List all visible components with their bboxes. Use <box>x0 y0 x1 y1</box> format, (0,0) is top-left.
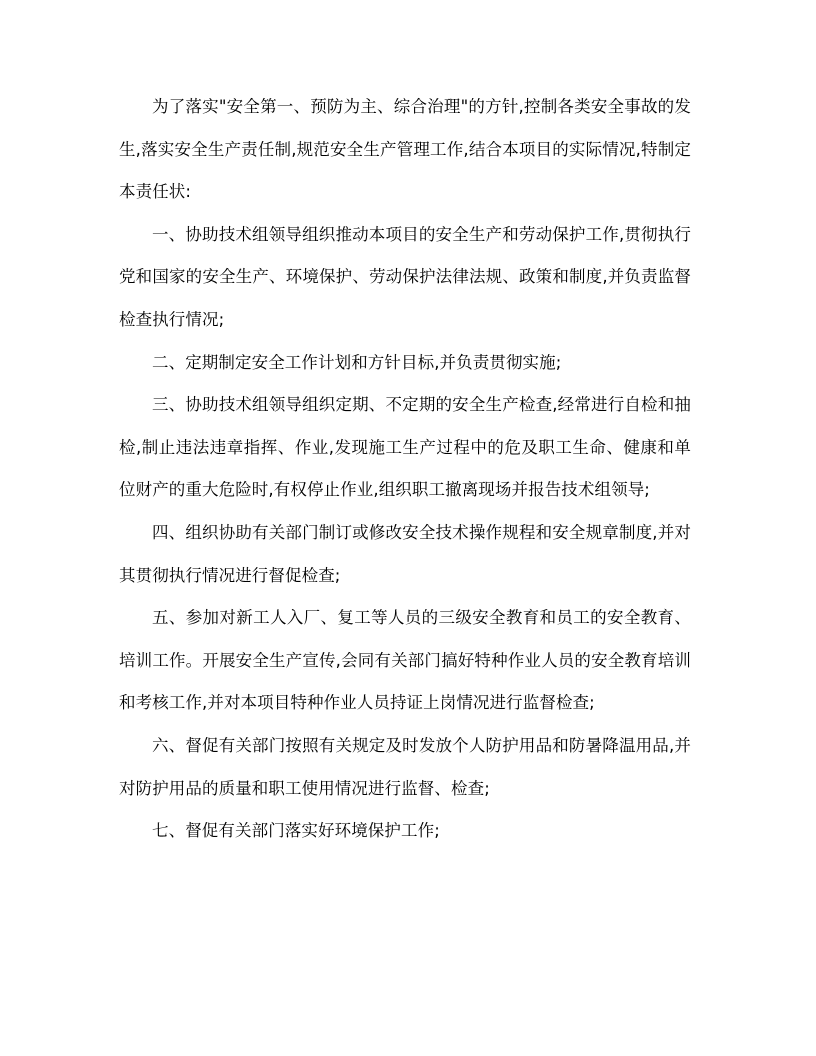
paragraph-item-3: 三、协助技术组领导组织定期、不定期的安全生产检查,经常进行自检和抽检,制止违法违章指挥、作业,发现施工生产过程中的危及职工生命、健康和单位财产的重大危险时,有权停止作业,组织职工撤离现场并报告技术组领导; <box>119 395 691 500</box>
paragraph-item-5: 五、参加对新工人入厂、复工等人员的三级安全教育和员工的安全教育、培训工作。开展安全生产宣传,会同有关部门搞好特种作业人员的安全教育培训和考核工作,并对本项目特种作业人员持证上岗情况进行监督检查; <box>119 608 691 713</box>
paragraph-item-2: 二、定期制定安全工作计划和方针目标,并负责贯彻实施; <box>152 352 562 372</box>
paragraph-item-6: 六、督促有关部门按照有关规定及时发放个人防护用品和防暑降温用品,并对防护用品的质量和职工使用情况进行监督、检查; <box>119 735 691 798</box>
document-body <box>119 86 691 853</box>
paragraph-intro: 为了落实"安全第一、预防为主、综合治理"的方针,控制各类安全事故的发生,落实安全生产责任制,规范安全生产管理工作,结合本项目的实际情况,特制定本责任状: <box>119 97 691 202</box>
paragraph-item-4: 四、组织协助有关部门制订或修改安全技术操作规程和安全规章制度,并对其贯彻执行情况进行督促检查; <box>119 522 691 585</box>
paragraph-item-1: 一、协助技术组领导组织推动本项目的安全生产和劳动保护工作,贯彻执行党和国家的安全生产、环境保护、劳动保护法律法规、政策和制度,并负责监督检查执行情况; <box>119 224 691 329</box>
paragraph-item-7: 七、督促有关部门落实好环境保护工作; <box>152 821 440 841</box>
